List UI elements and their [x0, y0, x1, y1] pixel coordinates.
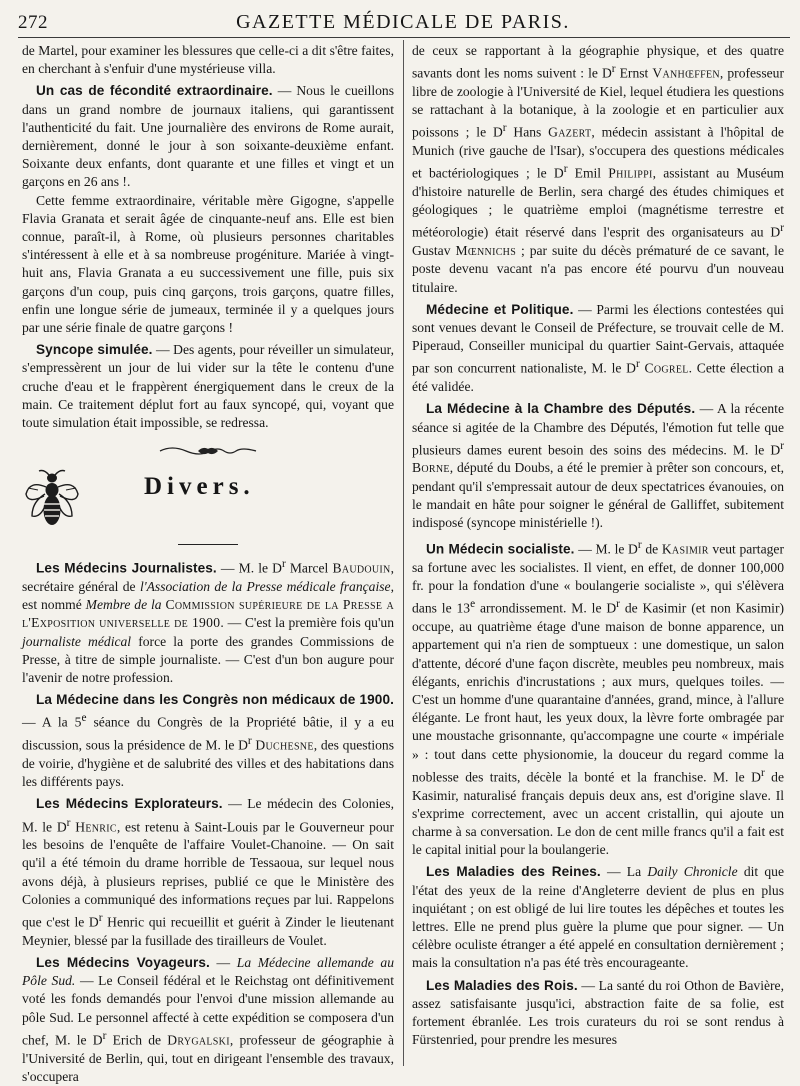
flourish-ornament-icon — [158, 444, 258, 458]
article-heading: Un Médecin socialiste. — [426, 541, 575, 557]
column-divider — [403, 40, 404, 1066]
article-heading: La Médecine à la Chambre des Députés. — [426, 401, 696, 417]
article-heading: Médecine et Politique. — [426, 301, 574, 317]
article-heading: Les Médecins Voyageurs. — [36, 954, 210, 970]
article-fecondite-body: Cette femme extraordinaire, véritable mère Gigogne, s'appelle Flavia Granata et serait âgée de cinquante-neuf ans. Elle est bien connue, paraît-il, à Rome, où plusieurs personnes charitables s'intéressent à elle et à sa nombreuse progéniture. Mariée à vingt-huit ans, Flavia Granata a eu successivement une fille, puis six garçons d'un coup, puis cinq garçons, trois garçons, quatre filles, enfin une longue série de jumeaux, terminée il y a quelques jours par une série finale de quatre garçons ! — [22, 192, 394, 336]
left-column — [22, 42, 395, 1084]
article-heading: La Médecine dans les Congrès non médicaux de 1900. — [36, 692, 394, 708]
article-heading: Les Médecins Explorateurs. — [36, 796, 223, 812]
article-heading: Les Médecins Journalistes. — [36, 560, 217, 576]
divers-section-header — [22, 464, 394, 536]
continued-paragraph: de Martel, pour examiner les blessures que celle-ci a dit s'être faites, en cherchant à s'enfuir d'une mystérieuse villa. — [22, 43, 394, 77]
article-heading: Les Maladies des Rois. — [426, 977, 578, 993]
continued-paragraph: de ceux se rapportant à la géographie physique, et des quatre savants dont les noms suivent : le $D^r$ Ernst Vanhœffen, professeur libre de zoologie à l'Université de Kiel, lequel étudiera les questions se rattachant à la botanique, à la zoologie et en particulier aux poissons ; le $D^r$ Hans Gazert, médecin assistant à l'hôpital de Munich (rive gauche de l'Isar), s'occupera des questions médicales et bactériologiques ; le $D^r$ Emil Philippi, assistant au Muséum d'histoire naturelle de Berlin, sera chargé des études chimiques et géologiques ; le quatrième emploi (magnétisme terrestre et météorologie) était réservé dans l'esprit des organisateurs au $D^r$ Gustav Mœnnichs ; par suite du décès prématuré de ce savant, le poste devenu vacant n'a pas encore été pourvu d'un nouveau titulaire. — [412, 43, 784, 295]
page-number: 272 — [18, 12, 48, 33]
article-reines: Les Maladies des Reines. — La Daily Chronicle dit que l'état des yeux de la reine d'Angleterre devient de plus en plus inquiétant ; on est obligé de lui lire toutes les dépêches et toutes les lettres. Elle ne prend plus guère la plume que pour signer. — Un célèbre oculiste étranger a été appelé en consultation dernièrement ; mais la consultation n'a pas été très encourageante. — [412, 864, 784, 971]
article-congres: La Médecine dans les Congrès non médicaux de 1900. — A la 5e séance du Congrès de la Propriété bâtie, il y a eu discussion, sous la présidence de M. le $D^r$ Duchesne, des questions de voirie, d'hygiène et de salubrité des villes et des habitations dans les différents pays. — [22, 692, 395, 790]
article-fecondite: Un cas de fécondité extraordinaire. — Nous le cueillons dans un grand nombre de journaux italiens, qui garantissent l'authenticité du fait. Une journalière des environs de Rome aurait, dernièrement, donné le jour à son soixante-deuxième enfant. Soixante deux enfants, dont quarante et une filles et vingt et un garçons en 26 ans !. — [22, 83, 395, 190]
article-chambre: La Médecine à la Chambre des Députés. — A la récente séance si agitée de la Chambre des Députés, l'émotion fut telle que plusieurs dames eurent besoin des soins des médecins. M. le $D^r$ Borne, député du Doubs, a été le premier à prêter son concours, et, pendant qu'il s'empressait autour de deux spectatrices évanouies, on le mandait en hâte pour soigner le général de Galliffet, subitement indisposé (syncope ministérielle !). — [412, 401, 784, 531]
article-heading: Syncope simulée. — [36, 342, 153, 358]
page-header — [18, 8, 788, 34]
short-rule — [178, 544, 238, 545]
article-syncope: Syncope simulée. — Des agents, pour réveiller un simulateur, s'empressèrent un jour de lui vider sur la tête le contenu d'une cruche d'eau et le frappèrent énergiquement dans le creux de la main. Ce traitement déplut fort au faux syncopé, qui, voyant que toute simulation était impossible, se redressa. — [22, 342, 394, 431]
article-heading: Un cas de fécondité extraordinaire. — [36, 83, 273, 99]
article-politique: Médecine et Politique. — Parmi les élections contestées qui sont venues devant le Conseil de Préfecture, se trouvait celle de M. Piperaud, Conseiller municipal du quartier Saint-Gervais, attaquée par son concurrent nationaliste, M. le $D^r$ Cogrel. Cette élection a été validée. — [412, 301, 784, 395]
article-rois: Les Maladies des Rois. — La santé du roi Othon de Bavière, assez satisfaisante jusqu'ici, abstraction faite de sa folie, est fortement ébranlée. Les trois curateurs du roi se sont rendus à Fürstenried, pour prendre les mesures — [412, 977, 784, 1048]
journal-title: GAZETTE MÉDICALE DE PARIS. — [236, 11, 570, 33]
article-socialiste: Un Médecin socialiste. — M. le $D^r$ de Kasimir veut partager sa fortune avec les socialistes. Il vient, en effet, de donner 100,000 fr. pour la fondation d'une « boulangerie socialiste », qui s'élèvera dans le 13e arrondissement. M. le $D^r$ de Kasimir (et non Kasimir) occupe, au quatrième étage d'une maison de bonne apparence, un appartement qui n'a rien de somptueux : une domestique, un salon d'attente, décoré d'une façon discrète, meubles peu nombreux, mais élégants, enrichis d'incrustations ; aux murs, quelques toiles. — C'est un homme d'une quarantaine d'années, grand, mince, à l'allure élégante. Le front haut, les yeux doux, la lèvre forte ombragée par une moustache grisonnante, qu'accompagne une courte « impériale » : tout dans cette physionomie, la douceur du regard comme la noblesse des traits, décèle la bonté et la franchise. M. le $D^r$ de Kasimir, naturalisé français depuis deux ans, est d'origine slave. Il s'exprime correctement, avec un accent cristallin, qui ajoute un charme à sa conversation. Le don de cent mille francs qu'il a fait est le capital initial pour la boulangerie. — [412, 539, 784, 858]
article-heading: Les Maladies des Reines. — [426, 864, 601, 880]
article-journalistes: Les Médecins Journalistes. — M. le $D^r$ Marcel Baudouin, secrétaire général de l'Association de la Presse médicale française, est nommé Membre de la Commission supérieure de la Presse a l'Exposition universelle de 1900. — C'est la première fois qu'un journaliste médical force la porte des grandes Commissions de Presse, à titre de simple journaliste. — C'est d'un bon augure pour l'avenir de notre profession. — [22, 558, 395, 686]
right-column — [412, 42, 784, 1066]
header-rule — [18, 37, 790, 38]
ornament-divider — [22, 440, 394, 462]
bee-emblem-icon — [22, 468, 82, 530]
section-title: Divers. — [144, 473, 255, 501]
article-explorateurs: Les Médecins Explorateurs. — Le médecin des Colonies, M. le $D^r$ Henric, est retenu à Saint-Louis par le Gouverneur pour les besoins de l'enquête de l'affaire Voulet-Chanoine. — On sait qu'il a été témoin du drame horrible de Tessaoua, sur lequel nous avons déjà, à plusieurs reprises, publié ce que le Ministère des Colonies a communiqué des informations reçues par lui. Rappelons que c'est le $D^r$ Henric qui recueillit et guérit à Zinder le lieutenant Meynier, blessé par la fusillade des tirailleurs de Voulet. — [22, 796, 394, 948]
article-voyageurs: Les Médecins Voyageurs. — La Médecine allemande au Pôle Sud. — Le Conseil fédéral et le Reichstag ont définitivement voté les fonds demandés pour l'envoi d'une mission allemande au pôle Sud. Le personnel affecté à cette expédition se composera d'un chef, M. le $D^r$ Erich de Drygalski, professeur de géographie à l'Université de Berlin, qui, tout en dirigeant l'ensemble des travaux, s'occupera — [22, 954, 395, 1084]
